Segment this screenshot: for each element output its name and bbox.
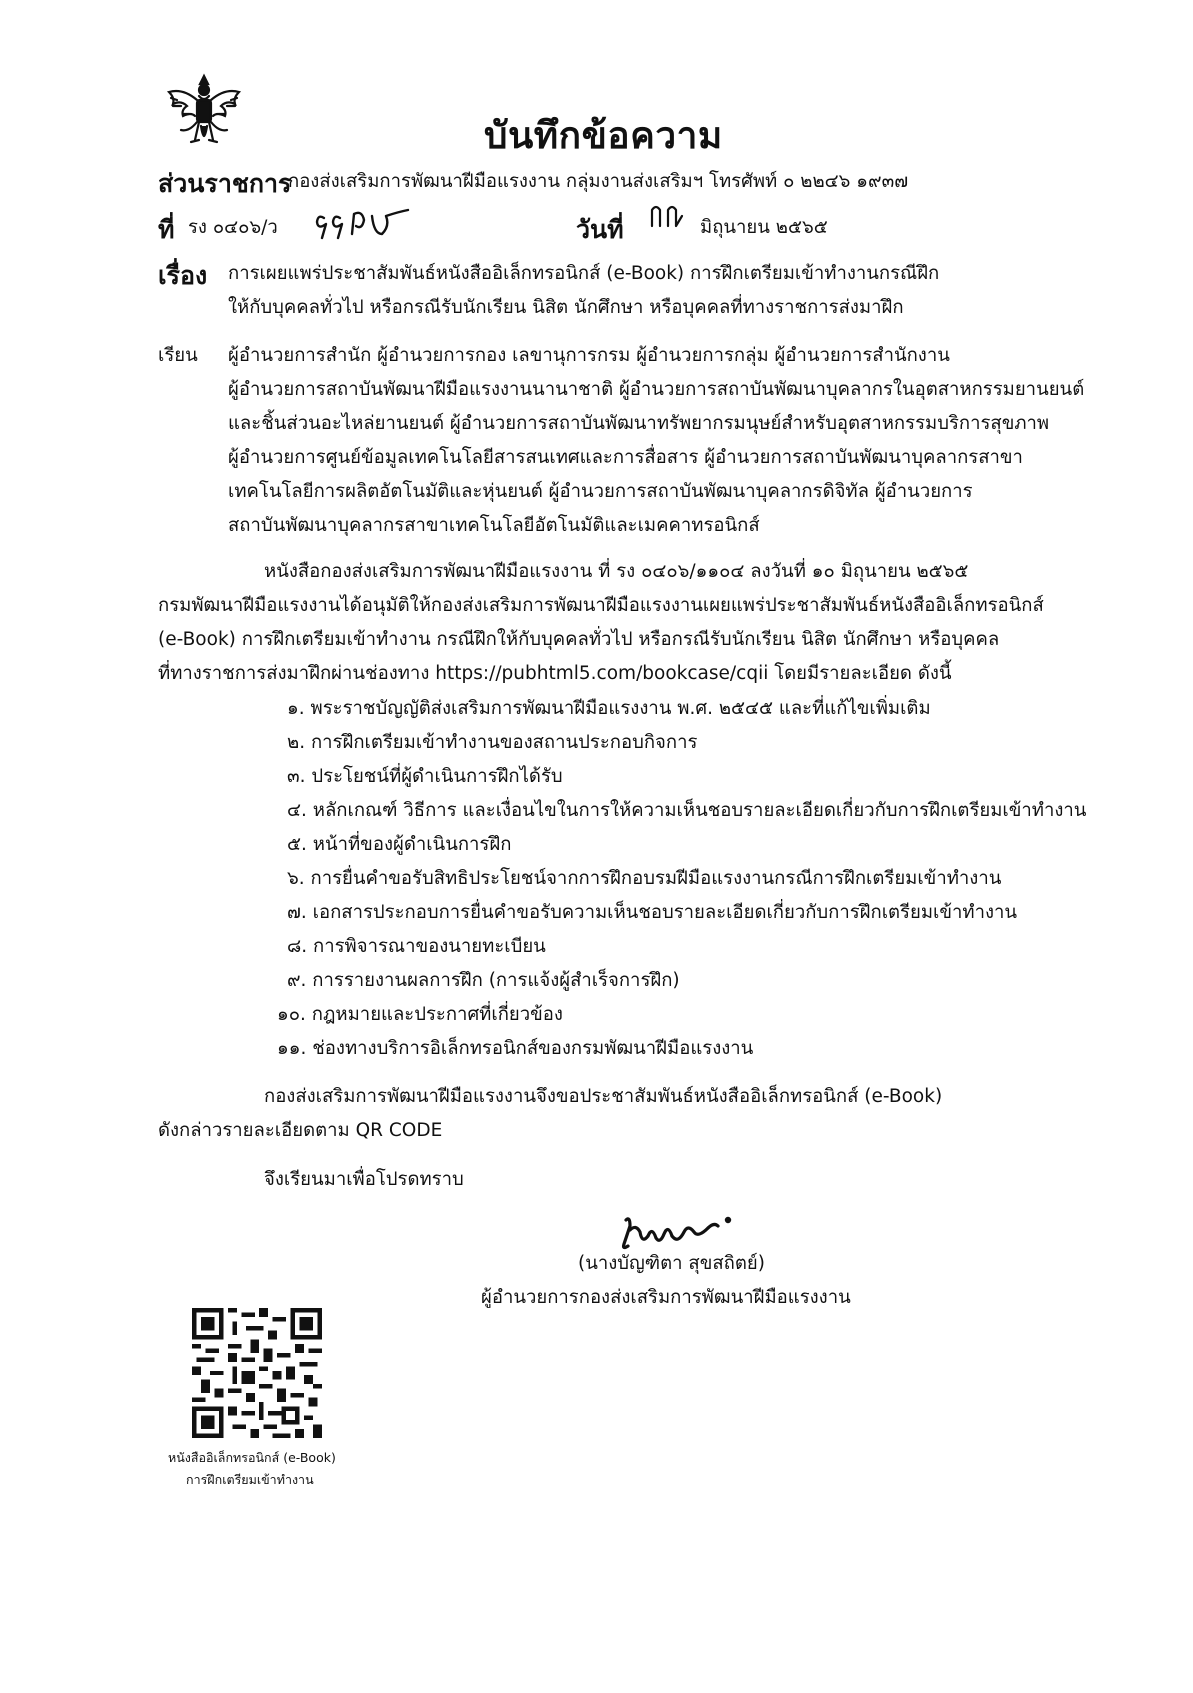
body-line-3: (e-Book) การฝึกเตรียมเข้าทำงาน กรณีฝึกให้กับบุคคลทั่วไป หรือกรณีรับนักเรียน นิสิต นักศึกษา หรือบุคคล bbox=[158, 629, 1000, 650]
signer-name: (นางบัญฑิตา สุขสถิตย์) bbox=[578, 1253, 765, 1274]
list-item: ๔. หลักเกณฑ์ วิธีการ และเงื่อนไขในการให้ความเห็นชอบรายละเอียดเกี่ยวกับการฝึกเตรียมเข้าทำงาน bbox=[287, 800, 1087, 821]
agency-label: ส่วนราชการ bbox=[158, 169, 292, 198]
to-line-4: ผู้อำนวยการศูนย์ข้อมูลเทคโนโลยีสารสนเทศและการสื่อสาร ผู้อำนวยการสถาบันพัฒนาบุคลากรสาขา bbox=[228, 447, 1023, 468]
closing-line-2: ดังกล่าวรายละเอียดตาม QR CODE bbox=[158, 1120, 443, 1141]
to-line-6: สถาบันพัฒนาบุคลากรสาขาเทคโนโลยีอัตโนมัติและเมคคาทรอนิกส์ bbox=[228, 515, 760, 536]
list-item: ๑. พระราชบัญญัติส่งเสริมการพัฒนาฝีมือแรงงาน พ.ศ. ๒๕๔๕ และที่แก้ไขเพิ่มเติม bbox=[287, 698, 931, 719]
list-item: ๓. ประโยชน์ที่ผู้ดำเนินการฝึกได้รับ bbox=[287, 766, 563, 787]
body-line-4: ที่ทางราชการส่งมาฝึกผ่านช่องทาง https://pubhtml5.com/bookcase/cqii โดยมีรายละเอียด ดังนี้ bbox=[158, 663, 952, 684]
memo-title: บันทึกข้อความ bbox=[484, 114, 723, 157]
list-item: ๖. การยื่นคำขอรับสิทธิประโยชน์จากการฝึกอบรมฝีมือแรงงานกรณีการฝึกเตรียมเข้าทำงาน bbox=[287, 868, 1002, 889]
body-line-2: กรมพัฒนาฝีมือแรงงานได้อนุมัติให้กองส่งเสริมการพัฒนาฝีมือแรงงานเผยแพร่ประชาสัมพันธ์หนังสืออิเล็กทรอนิกส์ bbox=[158, 595, 1044, 616]
body-line-1: หนังสือกองส่งเสริมการพัฒนาฝีมือแรงงาน ที่ รง ๐๔๐๖/๑๑๐๔ ลงวันที่ ๑๐ มิถุนายน ๒๕๖๕ bbox=[264, 561, 969, 582]
to-line-1: ผู้อำนวยการสำนัก ผู้อำนวยการกอง เลขานุการกรม ผู้อำนวยการกลุ่ม ผู้อำนวยการสำนักงาน bbox=[228, 345, 950, 366]
qr-code-icon bbox=[192, 1308, 322, 1438]
list-item: ๕. หน้าที่ของผู้ดำเนินการฝึก bbox=[287, 834, 512, 855]
handwritten-memo-number bbox=[312, 204, 422, 242]
to-line-5: เทคโนโลยีการผลิตอัตโนมัติและหุ่นยนต์ ผู้อำนวยการสถาบันพัฒนาบุคลากรดิจิทัล ผู้อำนวยการ bbox=[228, 481, 973, 502]
closing-line-1: กองส่งเสริมการพัฒนาฝีมือแรงงานจึงขอประชาสัมพันธ์หนังสืออิเล็กทรอนิกส์ (e-Book) bbox=[264, 1086, 943, 1107]
subject-label: เรื่อง bbox=[158, 261, 208, 290]
date-label: วันที่ bbox=[576, 215, 624, 244]
list-item: ๑๑. ช่องทางบริการอิเล็กทรอนิกส์ของกรมพัฒนาฝีมือแรงงาน bbox=[277, 1038, 754, 1059]
regards-text: จึงเรียนมาเพื่อโปรดทราบ bbox=[264, 1169, 464, 1190]
qr-caption-line-1: หนังสืออิเล็กทรอนิกส์ (e-Book) bbox=[168, 1450, 336, 1465]
list-item: ๑๐. กฎหมายและประกาศที่เกี่ยวข้อง bbox=[277, 1004, 563, 1025]
to-line-3: และชิ้นส่วนอะไหล่ยานยนต์ ผู้อำนวยการสถาบันพัฒนาทรัพยากรมนุษย์สำหรับอุตสาหกรรมบริการสุขภาพ bbox=[228, 413, 1050, 434]
signer-title: ผู้อำนวยการกองส่งเสริมการพัฒนาฝีมือแรงงาน bbox=[481, 1287, 851, 1308]
number-prefix: รง ๐๔๐๖/ว bbox=[188, 217, 278, 238]
list-item: ๒. การฝึกเตรียมเข้าทำงานของสถานประกอบกิจการ bbox=[287, 732, 698, 753]
subject-line-1: การเผยแพร่ประชาสัมพันธ์หนังสืออิเล็กทรอนิกส์ (e-Book) การฝึกเตรียมเข้าทำงานกรณีฝึก bbox=[228, 263, 940, 284]
number-label: ที่ bbox=[158, 215, 175, 244]
list-item: ๗. เอกสารประกอบการยื่นคำขอรับความเห็นชอบรายละเอียดเกี่ยวกับการฝึกเตรียมเข้าทำงาน bbox=[287, 902, 1018, 923]
subject-line-2: ให้กับบุคคลทั่วไป หรือกรณีรับนักเรียน นิสิต นักศึกษา หรือบุคคลที่ทางราชการส่งมาฝึก bbox=[228, 297, 904, 318]
date-rest: มิถุนายน ๒๕๖๕ bbox=[700, 217, 828, 238]
list-item: ๙. การรายงานผลการฝึก (การแจ้งผู้สำเร็จการฝึก) bbox=[287, 970, 680, 991]
agency-text: กองส่งเสริมการพัฒนาฝีมือแรงงาน กลุ่มงานส่งเสริมฯ โทรศัพท์ ๐ ๒๒๔๖ ๑๙๓๗ bbox=[288, 171, 909, 192]
to-line-2: ผู้อำนวยการสถาบันพัฒนาฝีมือแรงงานนานาชาติ ผู้อำนวยการสถาบันพัฒนาบุคลากรในอุตสาหกรรมยานยนต์ bbox=[228, 379, 1085, 400]
list-item: ๘. การพิจารณาของนายทะเบียน bbox=[287, 936, 546, 957]
qr-caption-line-2: การฝึกเตรียมเข้าทำงาน bbox=[186, 1472, 314, 1487]
garuda-emblem-icon bbox=[163, 70, 245, 150]
to-label: เรียน bbox=[158, 345, 198, 366]
handwritten-date-day bbox=[648, 200, 688, 232]
